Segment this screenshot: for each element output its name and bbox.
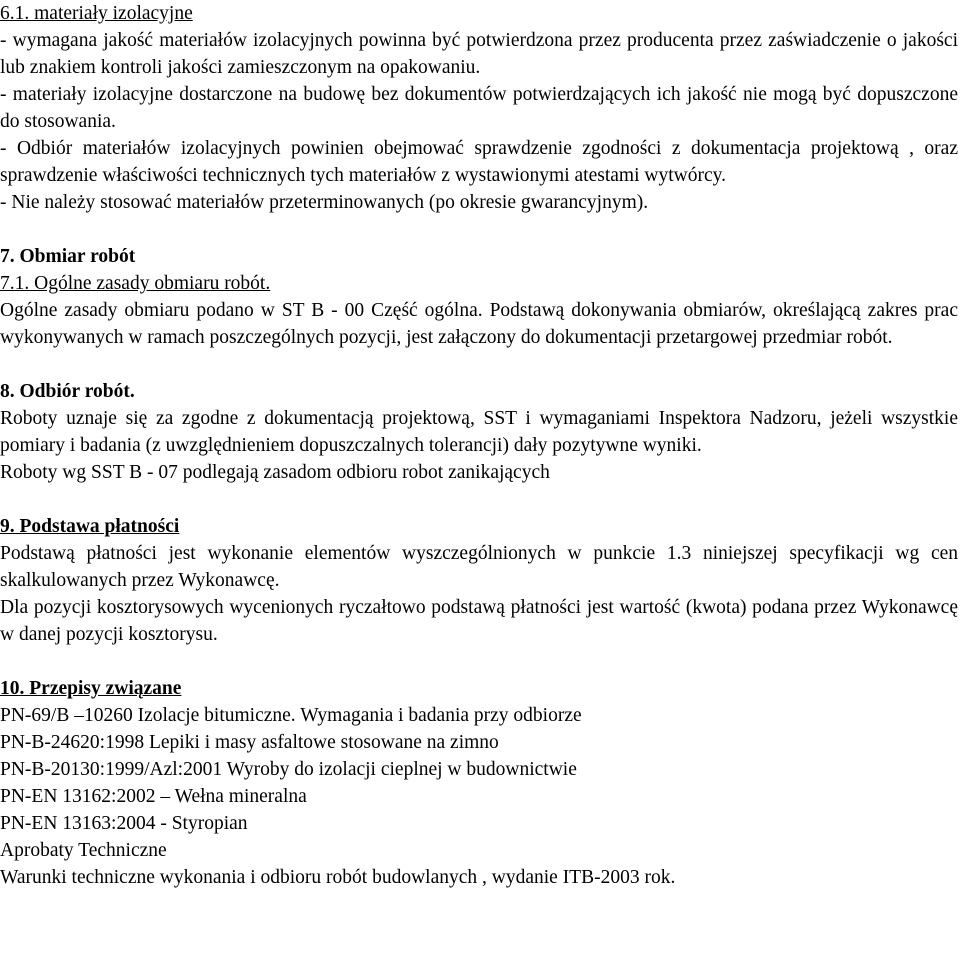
section-7-heading: 7. Obmiar robót: [0, 246, 136, 267]
section-9-heading: 9. Podstawa płatności: [0, 516, 180, 537]
regulation-item: PN-EN 13162:2002 – Wełna mineralna: [0, 786, 307, 807]
section-6-1-paragraph-quality: - wymagana jakość materiałów izolacyjnych powinna być potwierdzona przez producenta przez zaświadczenie o jakości lub znakiem kontroli jakości zamieszczonym na opakowaniu.: [0, 30, 958, 78]
regulation-item: PN-B-20130:1999/Azl:2001 Wyroby do izolacji cieplnej w budownictwie: [0, 759, 577, 780]
section-7-1-paragraph: Ogólne zasady obmiaru podano w ST B - 00 Część ogólna. Podstawą dokonywania obmiarów, określającą zakres prac wykonywanych w ramach poszczególnych pozycji, jest załączony do dokumentacji przetargowej przedmiar robót.: [0, 300, 958, 348]
section-8-paragraph-hidden-works: Roboty wg SST B - 07 podlegają zasadom odbioru robot zanikających: [0, 462, 550, 483]
regulation-item: PN-69/B –10260 Izolacje bitumiczne. Wymagania i badania przy odbiorze: [0, 705, 582, 726]
spacer: [0, 486, 958, 513]
regulation-item: Aprobaty Techniczne: [0, 840, 167, 861]
section-9-paragraph-lump-sum: Dla pozycji kosztorysowych wycenionych ryczałtowo podstawą płatności jest wartość (kwota) podana przez Wykonawcę w danej pozycji kosztorysu.: [0, 597, 958, 645]
regulations-list: [0, 702, 958, 891]
section-8-heading: 8. Odbiór robót.: [0, 381, 135, 402]
regulation-item: Warunki techniczne wykonania i odbioru robót budowlanych , wydanie ITB-2003 rok.: [0, 867, 676, 888]
section-6-1-paragraph-acceptance: - Odbiór materiałów izolacyjnych powinien obejmować sprawdzenie zgodności z dokumentacja projektową , oraz sprawdzenie właściwości technicznych tych materiałów z wystawionymi atestami wytwórcy.: [0, 138, 958, 186]
section-8-paragraph-acceptance: Roboty uznaje się za zgodne z dokumentacją projektową, SST i wymaganiami Inspektora Nadzoru, jeżeli wszystkie pomiary i badania (z uwzględnieniem dopuszczalnych tolerancji) dały pozytywne wyniki.: [0, 408, 958, 456]
section-9-paragraph-basis: Podstawą płatności jest wykonanie elementów wyszczególnionych w punkcie 1.3 niniejszej specyfikacji wg cen skalkulowanych przez Wykonawcę.: [0, 543, 958, 591]
section-7-1-heading: 7.1. Ogólne zasady obmiaru robót.: [0, 273, 271, 294]
spacer: [0, 216, 958, 243]
section-6-1-paragraph-expired: - Nie należy stosować materiałów przeterminowanych (po okresie gwarancyjnym).: [0, 192, 649, 213]
spacer: [0, 648, 958, 675]
regulation-item: PN-B-24620:1998 Lepiki i masy asfaltowe stosowane na zimno: [0, 732, 499, 753]
regulation-item: PN-EN 13163:2004 - Styropian: [0, 813, 248, 834]
section-6-1-heading: 6.1. materiały izolacyjne: [0, 3, 193, 24]
section-10-heading: 10. Przepisy związane: [0, 678, 182, 699]
section-6-1-paragraph-documents: - materiały izolacyjne dostarczone na budowę bez dokumentów potwierdzających ich jakość nie mogą być dopuszczone do stosowania.: [0, 84, 958, 132]
spacer: [0, 351, 958, 378]
